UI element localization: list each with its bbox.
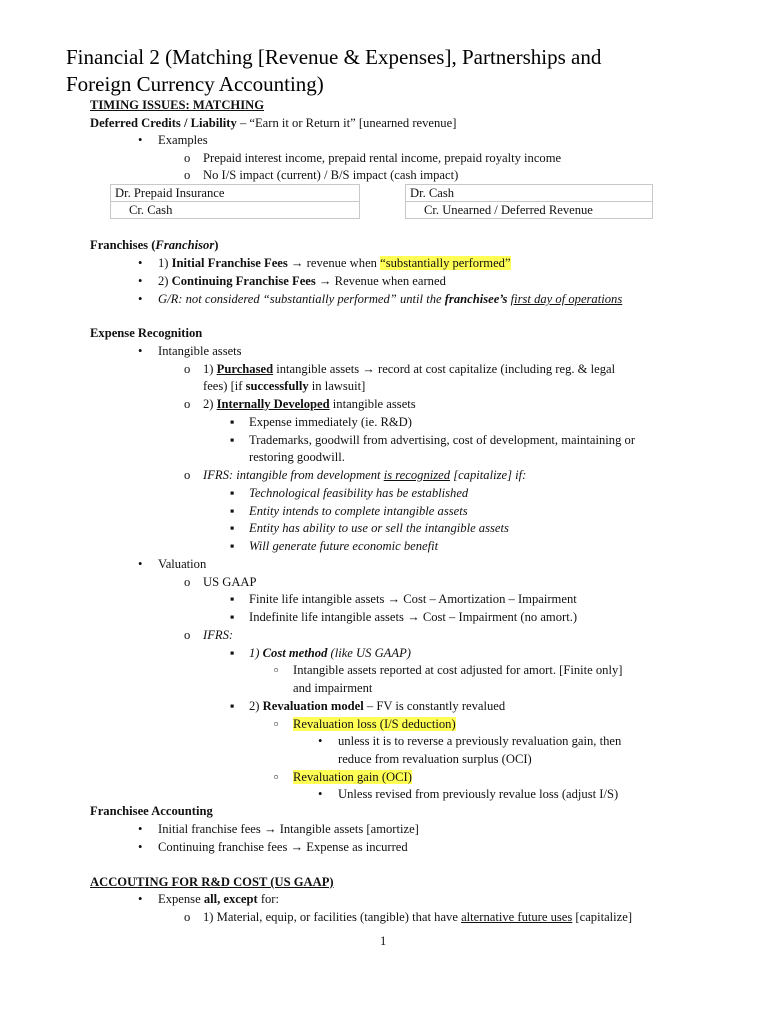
- bullet-icon: •: [138, 256, 143, 270]
- bullet-icon: •: [138, 292, 143, 306]
- circle-bullet-icon: o: [184, 468, 191, 482]
- list-item-franchisee-continuing: Continuing franchise fees → Expense as incurred: [158, 840, 408, 854]
- circle-bullet-icon: o: [184, 397, 191, 411]
- list-item-revaluation-loss-detail: unless it is to reverse a previously revaluation gain, then: [338, 734, 622, 748]
- list-item-indefinite-life: Indefinite life intangible assets → Cost – Impairment (no amort.): [249, 610, 578, 624]
- deferred-credits-term: Deferred Credits / Liability: [90, 116, 237, 130]
- je-credit-cash: Cr. Cash: [111, 202, 360, 219]
- list-item-revaluation-gain: Revaluation gain (OCI): [293, 770, 412, 784]
- square-bullet-icon: ▪: [230, 433, 235, 447]
- list-item-purchased: 1) Purchased intangible assets → record at cost capitalize (including reg. & legal: [203, 362, 616, 376]
- circle-bullet-icon: o: [184, 362, 191, 376]
- page-title: Financial 2 (Matching [Revenue & Expenses], Partnerships and: [66, 45, 602, 69]
- section-heading-franchises: Franchises (Franchisor): [90, 238, 219, 252]
- square-bullet-icon: ▪: [230, 521, 235, 535]
- bullet-icon: •: [318, 734, 323, 748]
- list-item-ifrs-development: IFRS: intangible from development is recognized [capitalize] if:: [203, 468, 527, 482]
- list-item-ifrs-criterion-2: Entity intends to complete intangible assets: [249, 504, 468, 518]
- list-item-cost-method-detail: Intangible assets reported at cost adjusted for amort. [Finite only]: [293, 663, 623, 677]
- je-debit-prepaid-insurance: Dr. Prepaid Insurance: [111, 185, 360, 202]
- list-item-revaluation-gain-detail: Unless revised from previously revalue loss (adjust I/S): [338, 787, 619, 801]
- list-item-internally-developed: 2) Internally Developed intangible assets: [203, 397, 416, 411]
- list-item-revaluation-loss: Revaluation loss (I/S deduction): [293, 717, 456, 731]
- list-item-ifrs-criterion-3: Entity has ability to use or sell the intangible assets: [249, 521, 509, 535]
- list-item-material-equipment: 1) Material, equip, or facilities (tangible) that have alternative future uses [capitalize]: [203, 910, 633, 924]
- bullet-icon: •: [318, 787, 323, 801]
- list-item-revaluation-loss-detail-cont: reduce from revaluation surplus (OCI): [338, 752, 532, 766]
- deferred-credits-desc: – “Earn it or Return it” [unearned revenue]: [236, 116, 457, 130]
- square-bullet-icon: ▪: [230, 486, 235, 500]
- section-heading-expense-recognition: Expense Recognition: [90, 326, 203, 340]
- square-bullet-icon: ▪: [230, 539, 235, 553]
- bullet-icon: •: [138, 133, 143, 147]
- list-item-us-gaap: US GAAP: [203, 575, 257, 589]
- bullet-icon: •: [138, 822, 143, 836]
- square-bullet-icon: ▪: [230, 610, 235, 624]
- list-item-cost-method: 1) Cost method (like US GAAP): [249, 646, 411, 660]
- deferred-credits-line: [90, 115, 456, 132]
- square-bullet-icon: ▪: [230, 592, 235, 606]
- bullet-icon: •: [138, 892, 143, 906]
- list-item-examples: Examples: [158, 133, 208, 147]
- list-item-initial-franchise-fees: 1) Initial Franchise Fees → revenue when “substantially performed”: [158, 256, 511, 270]
- list-item-cost-method-detail-cont: and impairment: [293, 681, 373, 695]
- circle-bullet-icon: o: [184, 151, 191, 165]
- hollow-square-bullet-icon: ▫: [274, 663, 279, 677]
- bullet-icon: •: [138, 344, 143, 358]
- bullet-icon: •: [138, 274, 143, 288]
- list-item-franchisee-initial: Initial franchise fees → Intangible assets [amortize]: [158, 822, 419, 836]
- journal-entry-unearned-revenue: [405, 184, 653, 219]
- hollow-square-bullet-icon: ▫: [274, 770, 279, 784]
- list-item-general-rule: G/R: not considered “substantially performed” until the franchisee’s first day of operations: [158, 292, 623, 306]
- bullet-icon: •: [138, 557, 143, 571]
- list-item-ifrs-criterion-1: Technological feasibility has be established: [249, 486, 469, 500]
- je-debit-cash: Dr. Cash: [406, 185, 653, 202]
- square-bullet-icon: ▪: [230, 504, 235, 518]
- section-heading-timing: TIMING ISSUES: MATCHING: [90, 98, 265, 112]
- je-credit-unearned-revenue: Cr. Unearned / Deferred Revenue: [406, 202, 653, 219]
- circle-bullet-icon: o: [184, 575, 191, 589]
- hollow-square-bullet-icon: ▫: [274, 717, 279, 731]
- list-item-finite-life: Finite life intangible assets → Cost – Amortization – Impairment: [249, 592, 577, 606]
- square-bullet-icon: ▪: [230, 646, 235, 660]
- list-item-intangible-assets: Intangible assets: [158, 344, 242, 358]
- square-bullet-icon: ▪: [230, 699, 235, 713]
- list-item-trademarks-cont: restoring goodwill.: [249, 450, 345, 464]
- square-bullet-icon: ▪: [230, 415, 235, 429]
- list-item-purchased-cont: fees) [if successfully in lawsuit]: [203, 379, 366, 393]
- list-item-ifrs-criterion-4: Will generate future economic benefit: [249, 539, 439, 553]
- circle-bullet-icon: o: [184, 628, 191, 642]
- circle-bullet-icon: o: [184, 910, 191, 924]
- list-item-continuing-franchise-fees: 2) Continuing Franchise Fees → Revenue when earned: [158, 274, 446, 288]
- section-heading-franchisee: Franchisee Accounting: [90, 804, 213, 818]
- page-number: 1: [380, 934, 387, 948]
- list-item-trademarks: Trademarks, goodwill from advertising, cost of development, maintaining or: [249, 433, 636, 447]
- list-item-revaluation-model: 2) Revaluation model – FV is constantly revalued: [249, 699, 506, 713]
- section-heading-rd: ACCOUTING FOR R&D COST (US GAAP): [90, 875, 334, 889]
- journal-entry-prepaid-insurance: [110, 184, 360, 219]
- list-item-expense-all: Expense all, except for:: [158, 892, 280, 906]
- circle-bullet-icon: o: [184, 168, 191, 182]
- page-title-line2: Foreign Currency Accounting): [66, 72, 324, 96]
- list-item-ifrs: IFRS:: [203, 628, 234, 642]
- list-item-valuation: Valuation: [158, 557, 207, 571]
- bullet-icon: •: [138, 840, 143, 854]
- list-item-example-2: No I/S impact (current) / B/S impact (cash impact): [203, 168, 459, 182]
- list-item-example-1: Prepaid interest income, prepaid rental income, prepaid royalty income: [203, 151, 562, 165]
- list-item-expense-immediately: Expense immediately (ie. R&D): [249, 415, 412, 429]
